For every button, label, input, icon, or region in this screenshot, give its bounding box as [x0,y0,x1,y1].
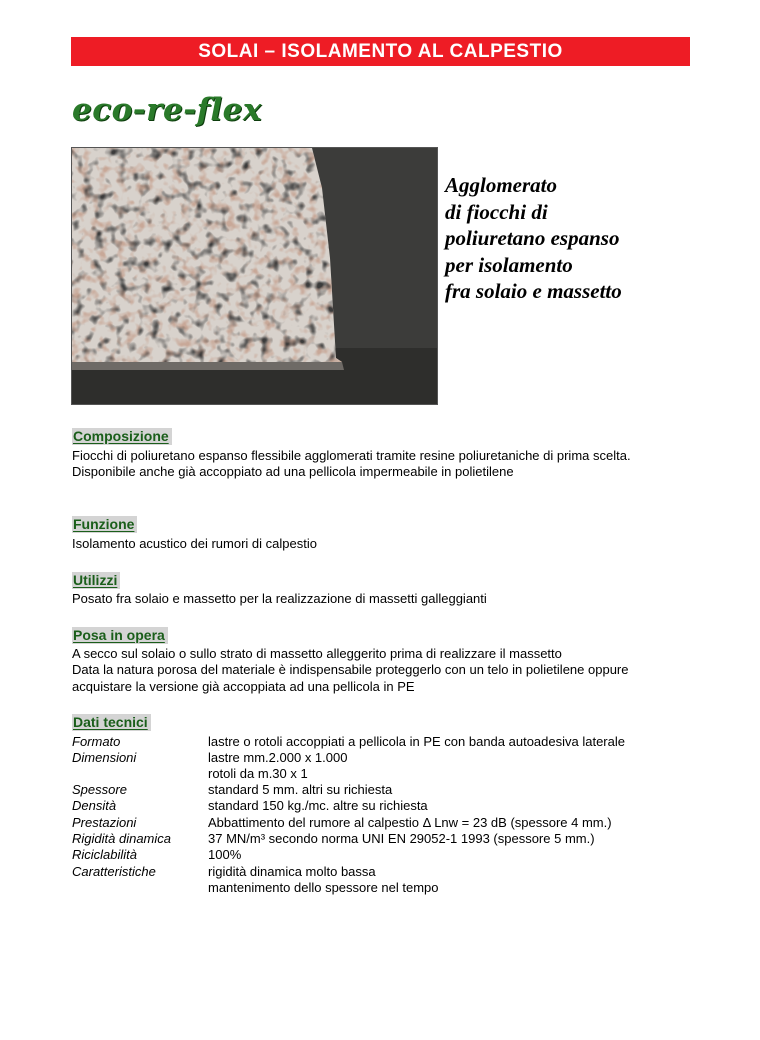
spec-value: 37 MN/m³ secondo norma UNI EN 29052-1 1993 (spessore 5 mm.) [208,831,595,846]
spec-value: lastre mm.2.000 x 1.000 [208,750,348,765]
spec-label: Spessore [72,782,127,797]
composizione-line: Fiocchi di poliuretano espanso flessibile agglomerati tramite resine poliuretaniche di prima scelta. [72,448,631,463]
tagline-line: di fiocchi di [445,199,548,224]
funzione-line: Isolamento acustico dei rumori di calpestio [72,536,317,551]
spec-label: Dimensioni [72,750,137,765]
tagline-line: per isolamento [445,252,573,277]
spec-value: mantenimento dello spessore nel tempo [208,880,439,895]
spec-label: Densità [72,798,117,813]
spec-label: Prestazioni [72,815,137,830]
brand-logo: eco-re-flex [72,92,262,128]
spec-value: standard 150 kg./mc. altre su richiesta [208,798,428,813]
section-title-composizione: Composizione [72,428,172,445]
tagline-line: fra solaio e massetto [445,279,622,303]
page-banner: SOLAI – ISOLAMENTO AL CALPESTIO [71,37,690,66]
section-title-funzione: Funzione [72,516,137,533]
tagline-line: poliuretano espanso [445,226,620,250]
spec-value: standard 5 mm. altri su richiesta [208,782,393,797]
section-title-posa: Posa in opera [72,627,168,644]
spec-value: 100% [208,847,242,862]
spec-value: rotoli da m.30 x 1 [208,766,308,781]
spec-label: Riciclabilità [72,847,138,862]
spec-label: Caratteristiche [72,864,156,879]
section-title-dati: Dati tecnici [72,714,151,731]
posa-line: Data la natura porosa del materiale è indispensabile proteggerlo con un telo in polietilene oppure [72,662,629,677]
spec-value: rigidità dinamica molto bassa [208,864,376,879]
posa-line: acquistare la versione già accoppiata ad una pellicola in PE [72,679,415,694]
tagline-line: Agglomerato [445,173,558,197]
composizione-line: Disponibile anche già accoppiato ad una pellicola impermeabile in polietilene [72,464,514,479]
spec-value: lastre o rotoli accoppiati a pellicola in PE con banda autoadesiva laterale [208,734,625,749]
product-tagline [445,172,745,305]
utilizzi-line: Posato fra solaio e massetto per la realizzazione di massetti galleggianti [72,591,487,606]
spec-value: Abbattimento del rumore al calpestio Δ Lnw = 23 dB (spessore 4 mm.) [208,815,612,830]
product-photo [71,147,438,405]
section-title-utilizzi: Utilizzi [72,572,120,589]
spec-label: Formato [72,734,121,749]
posa-line: A secco sul solaio o sullo strato di massetto alleggerito prima di realizzare il massetto [72,646,562,661]
spec-label: Rigidità dinamica [72,831,171,846]
